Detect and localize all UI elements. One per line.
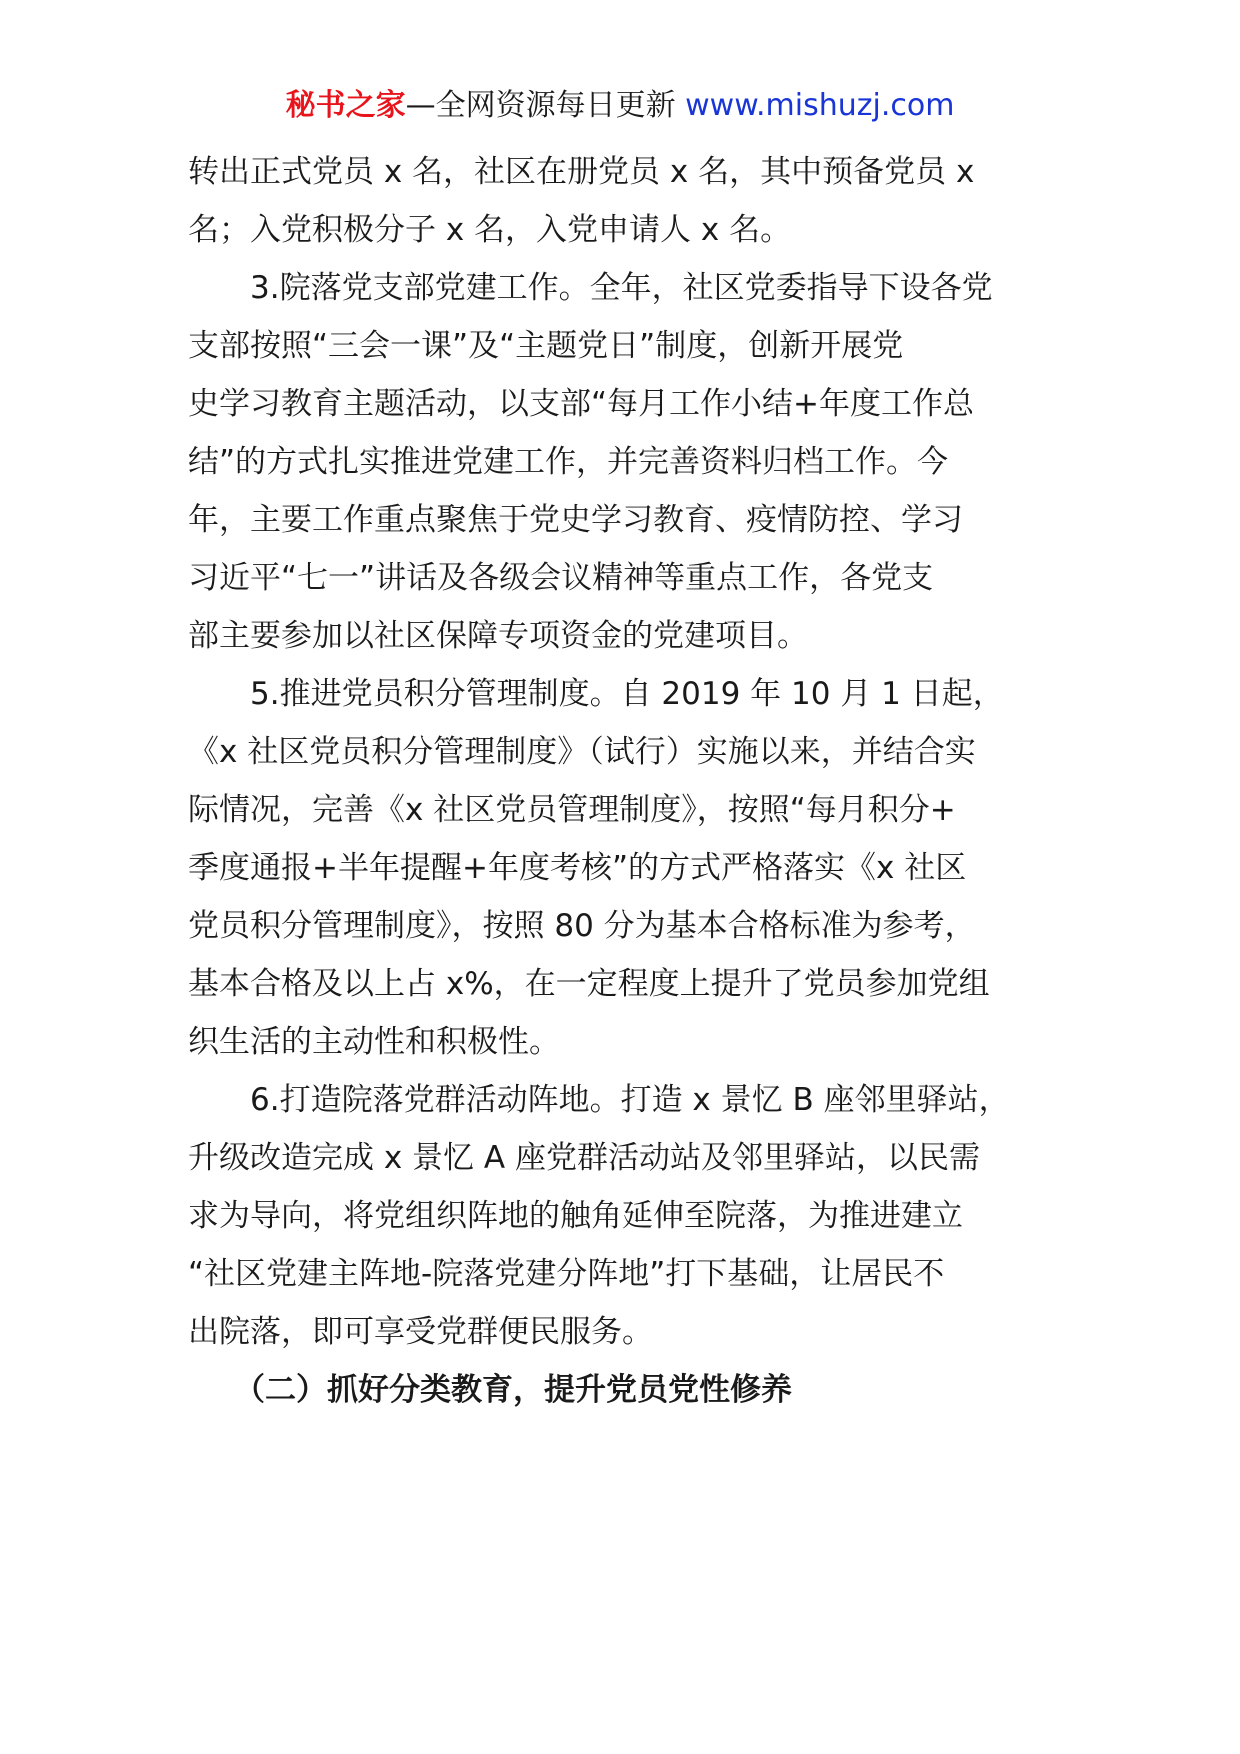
body-line: “社区党建主阵地-院落党建分阵地”打下基础，让居民不	[188, 1256, 945, 1292]
body-line: 基本合格及以上占 x%，在一定程度上提升了党员参加党组	[188, 966, 990, 1002]
paragraph-6-first-line: 6.打造院落党群活动阵地。打造 x 景忆 B 座邻里驿站，	[250, 1082, 1010, 1118]
body-line: 名；入党积极分子 x 名，入党申请人 x 名。	[188, 212, 792, 248]
body-line: 升级改造完成 x 景忆 A 座党群活动站及邻里驿站，以民需	[188, 1140, 980, 1176]
brand-name: 秘书之家	[285, 88, 406, 123]
body-line: 史学习教育主题活动，以支部“每月工作小结+年度工作总	[188, 386, 975, 422]
header-tagline: —全网资源每日更新	[405, 88, 686, 123]
body-line: 习近平“七一”讲话及各级会议精神等重点工作，各党支	[188, 560, 934, 596]
paragraph-5-first-line: 5.推进党员积分管理制度。自 2019 年 10 月 1 日起，	[250, 676, 1004, 712]
body-line: 出院落，即可享受党群便民服务。	[188, 1314, 653, 1350]
section-heading: （二）抓好分类教育，提升党员党性修养	[234, 1372, 792, 1408]
body-line: 党员积分管理制度》，按照 80 分为基本合格标准为参考，	[188, 908, 976, 944]
site-header	[0, 86, 1240, 126]
body-line: 支部按照“三会一课”及“主题党日”制度，创新开展党	[188, 328, 904, 364]
body-line: 部主要参加以社区保障专项资金的党建项目。	[188, 618, 808, 654]
body-line: 结”的方式扎实推进党建工作，并完善资料归档工作。今	[188, 444, 949, 480]
body-line: 《x 社区党员积分管理制度》（试行）实施以来，并结合实	[188, 734, 976, 770]
paragraph-3-first-line: 3.院落党支部党建工作。全年，社区党委指导下设各党	[250, 270, 993, 306]
body-line: 求为导向，将党组织阵地的触角延伸至院落，为推进建立	[188, 1198, 963, 1234]
body-line: 际情况，完善《x 社区党员管理制度》，按照“每月积分+	[188, 792, 956, 828]
body-line: 转出正式党员 x 名，社区在册党员 x 名，其中预备党员 x	[188, 154, 975, 190]
body-line: 年，主要工作重点聚焦于党史学习教育、疫情防控、学习	[188, 502, 963, 538]
body-line: 季度通报+半年提醒+年度考核”的方式严格落实《x 社区	[188, 850, 967, 886]
body-line: 织生活的主动性和积极性。	[188, 1024, 560, 1060]
site-url-link[interactable]: www.mishuzj.com	[685, 88, 955, 123]
